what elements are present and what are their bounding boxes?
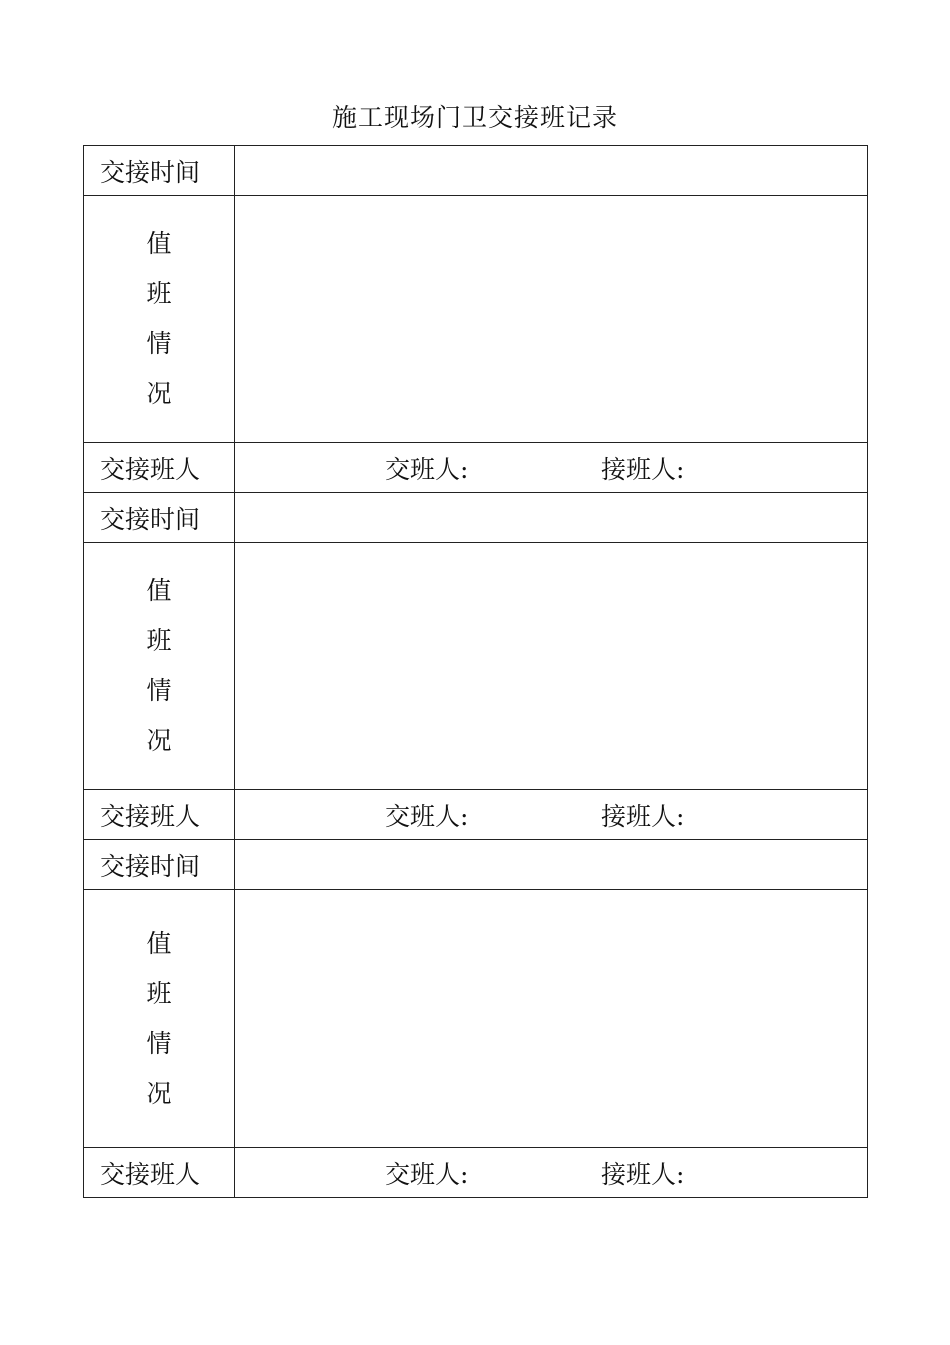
- handover-record-table: [83, 145, 868, 1198]
- duty-char: 况: [146, 379, 172, 408]
- duty-status-value[interactable]: [235, 543, 868, 790]
- record-2-duty-row: [84, 543, 868, 790]
- duty-char: 情: [146, 1028, 172, 1058]
- handover-person-label: 交接班人: [84, 443, 235, 493]
- giver-label: 交班人:: [385, 1159, 469, 1189]
- duty-char: 情: [146, 676, 172, 705]
- duty-status-value[interactable]: [235, 196, 868, 443]
- duty-char: 况: [146, 726, 172, 755]
- handover-person-value[interactable]: [235, 1148, 868, 1198]
- duty-char: 班: [146, 279, 172, 308]
- receiver-label: 接班人:: [601, 801, 685, 831]
- giver-label: 交班人:: [385, 801, 469, 831]
- handover-person-value[interactable]: [235, 790, 868, 840]
- handover-time-label: 交接时间: [84, 493, 235, 543]
- record-3-handover-row: [84, 1148, 868, 1198]
- handover-time-label: 交接时间: [84, 146, 235, 196]
- handover-time-value[interactable]: [235, 146, 868, 196]
- duty-char: 值: [146, 229, 172, 258]
- duty-char: 情: [146, 329, 172, 358]
- duty-char: 班: [146, 626, 172, 655]
- handover-person-label: 交接班人: [84, 1148, 235, 1198]
- handover-person-value[interactable]: [235, 443, 868, 493]
- receiver-label: 接班人:: [601, 454, 685, 484]
- record-3-duty-row: [84, 890, 868, 1148]
- duty-char: 值: [146, 928, 172, 958]
- handover-time-value[interactable]: [235, 840, 868, 890]
- duty-char: 况: [146, 1078, 172, 1108]
- duty-status-value[interactable]: [235, 890, 868, 1148]
- record-2-time-row: [84, 493, 868, 543]
- duty-char: 值: [146, 576, 172, 605]
- handover-time-value[interactable]: [235, 493, 868, 543]
- record-1-time-row: [84, 146, 868, 196]
- handover-time-label: 交接时间: [84, 840, 235, 890]
- duty-status-label: [84, 196, 235, 443]
- record-1-handover-row: [84, 443, 868, 493]
- duty-status-label: [84, 543, 235, 790]
- page-title: 施工现场门卫交接班记录: [331, 103, 618, 132]
- handover-person-label: 交接班人: [84, 790, 235, 840]
- duty-status-label: [84, 890, 235, 1148]
- receiver-label: 接班人:: [601, 1159, 685, 1189]
- giver-label: 交班人:: [385, 454, 469, 484]
- record-1-duty-row: [84, 196, 868, 443]
- record-2-handover-row: [84, 790, 868, 840]
- record-3-time-row: [84, 840, 868, 890]
- duty-char: 班: [146, 978, 172, 1008]
